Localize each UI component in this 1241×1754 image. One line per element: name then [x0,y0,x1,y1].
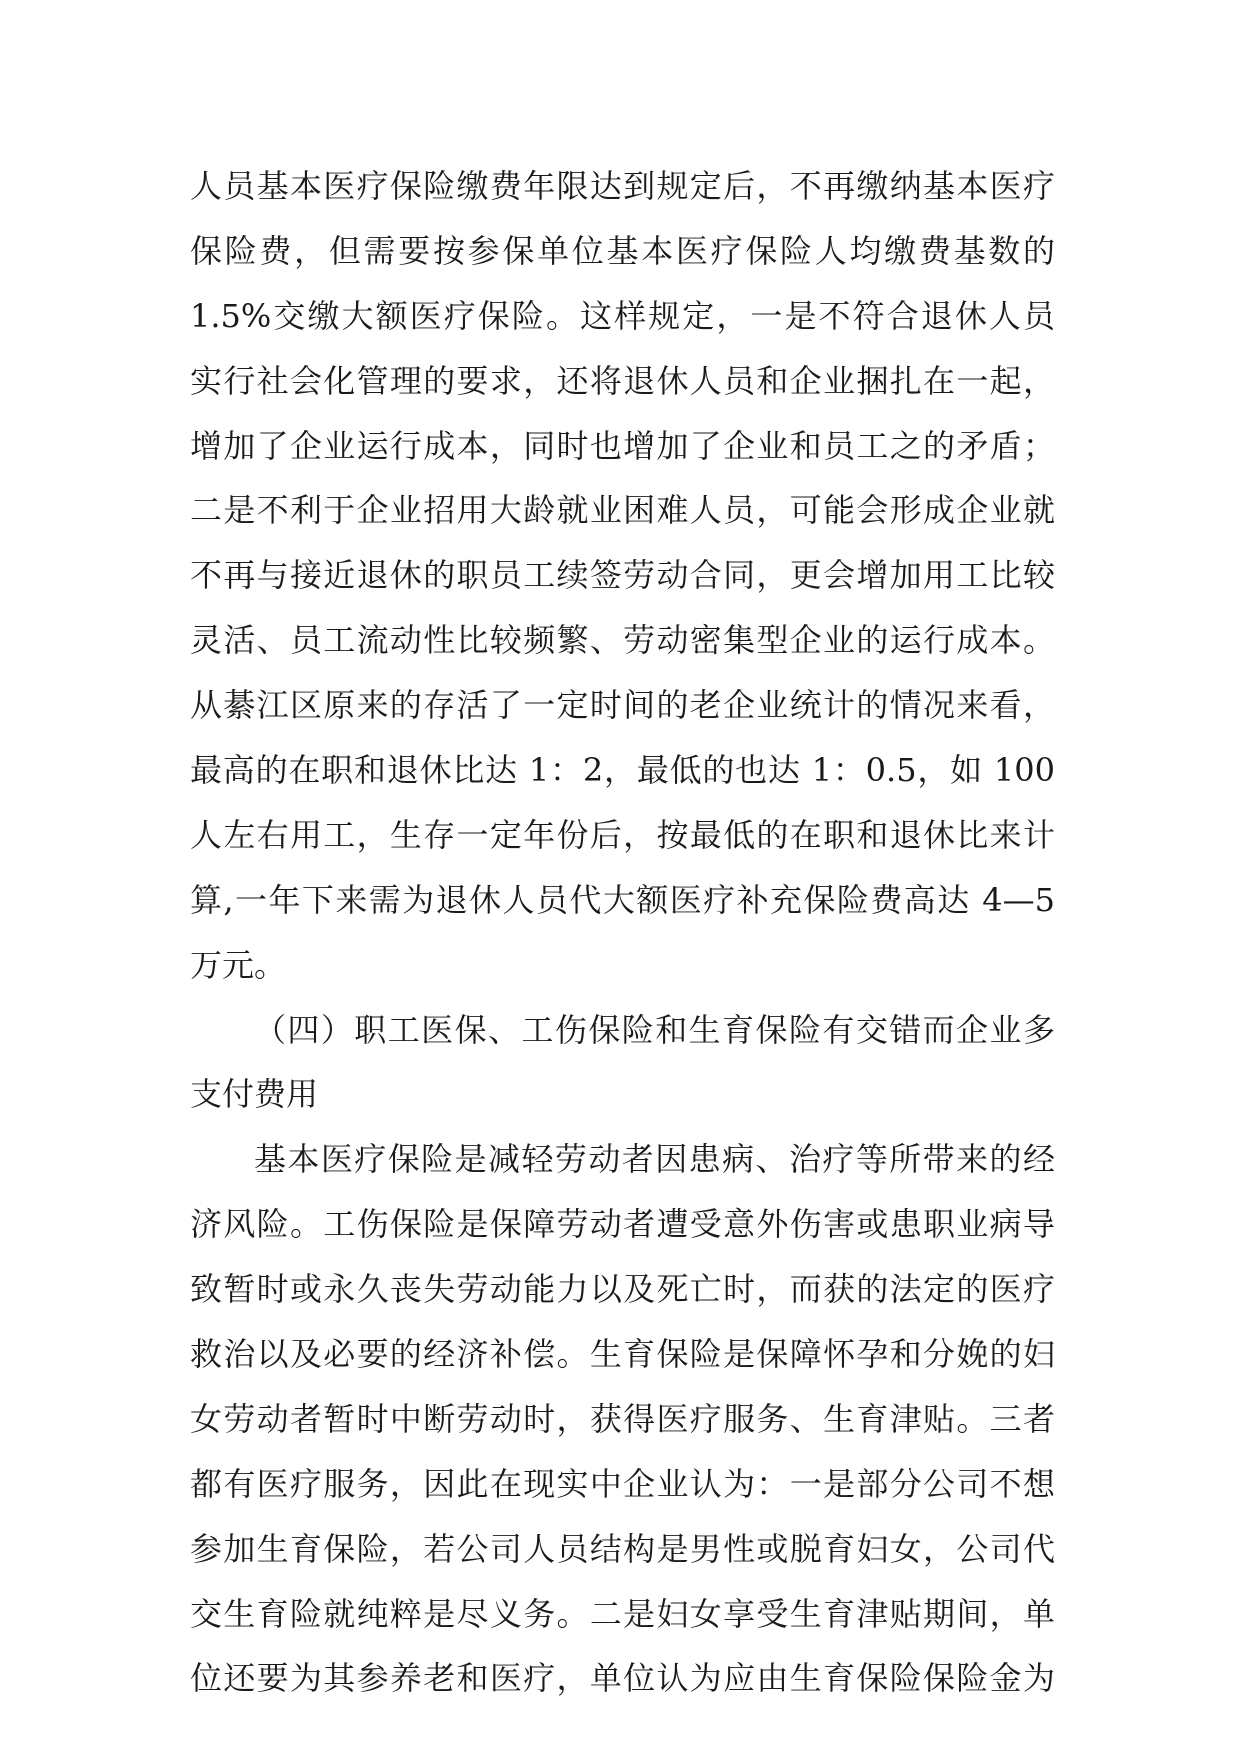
text-line: 保险费，但需要按参保单位基本医疗保险人均缴费基数的 [190,231,1055,270]
text-line: 位还要为其参养老和医疗，单位认为应由生育保险保险金为 [190,1659,1055,1698]
text-line: 算,一年下来需为退休人员代大额医疗补充保险费高达 4—5 [190,880,1055,919]
text-line: 女劳动者暂时中断劳动时，获得医疗服务、生育津贴。三者 [190,1399,1055,1438]
text-line: 从綦江区原来的存活了一定时间的老企业统计的情况来看， [190,686,1055,725]
text-line: 都有医疗服务，因此在现实中企业认为：一是部分公司不想 [190,1464,1055,1503]
text-line: 万元。 [190,945,287,984]
text-line: 人左右用工，生存一定年份后，按最低的在职和退休比来计 [190,815,1055,854]
text-line: 人员基本医疗保险缴费年限达到规定后，不再缴纳基本医疗 [190,167,1055,205]
text-line: 基本医疗保险是减轻劳动者因患病、治疗等所带来的经 [254,1140,1055,1179]
section-heading-line: （四）职工医保、工伤保险和生育保险有交错而企业多 [254,1010,1055,1049]
text-line: 二是不利于企业招用大龄就业困难人员，可能会形成企业就 [190,491,1055,530]
text-line: 交生育险就纯粹是尽义务。二是妇女享受生育津贴期间，单 [190,1594,1055,1633]
text-line: 实行社会化管理的要求，还将退休人员和企业捆扎在一起， [190,361,1055,400]
text-line: 1.5%交缴大额医疗保险。这样规定，一是不符合退休人员 [190,296,1055,335]
text-line: 救治以及必要的经济补偿。生育保险是保障怀孕和分娩的妇 [190,1335,1055,1374]
text-line: 增加了企业运行成本，同时也增加了企业和员工之的矛盾； [190,426,1055,465]
section-heading-line: 支付费用 [190,1075,319,1114]
text-line: 不再与接近退休的职员工续签劳动合同，更会增加用工比较 [190,556,1055,595]
text-line: 最高的在职和退休比达 1：2，最低的也达 1：0.5，如 100 [190,751,1055,790]
text-line: 参加生育保险，若公司人员结构是男性或脱育妇女，公司代 [190,1529,1055,1568]
text-line: 济风险。工伤保险是保障劳动者遭受意外伤害或患职业病导 [190,1205,1055,1244]
text-line: 灵活、员工流动性比较频繁、劳动密集型企业的运行成本。 [190,621,1055,660]
body-text [190,154,1055,1711]
text-line: 致暂时或永久丧失劳动能力以及死亡时，而获的法定的医疗 [190,1270,1055,1309]
